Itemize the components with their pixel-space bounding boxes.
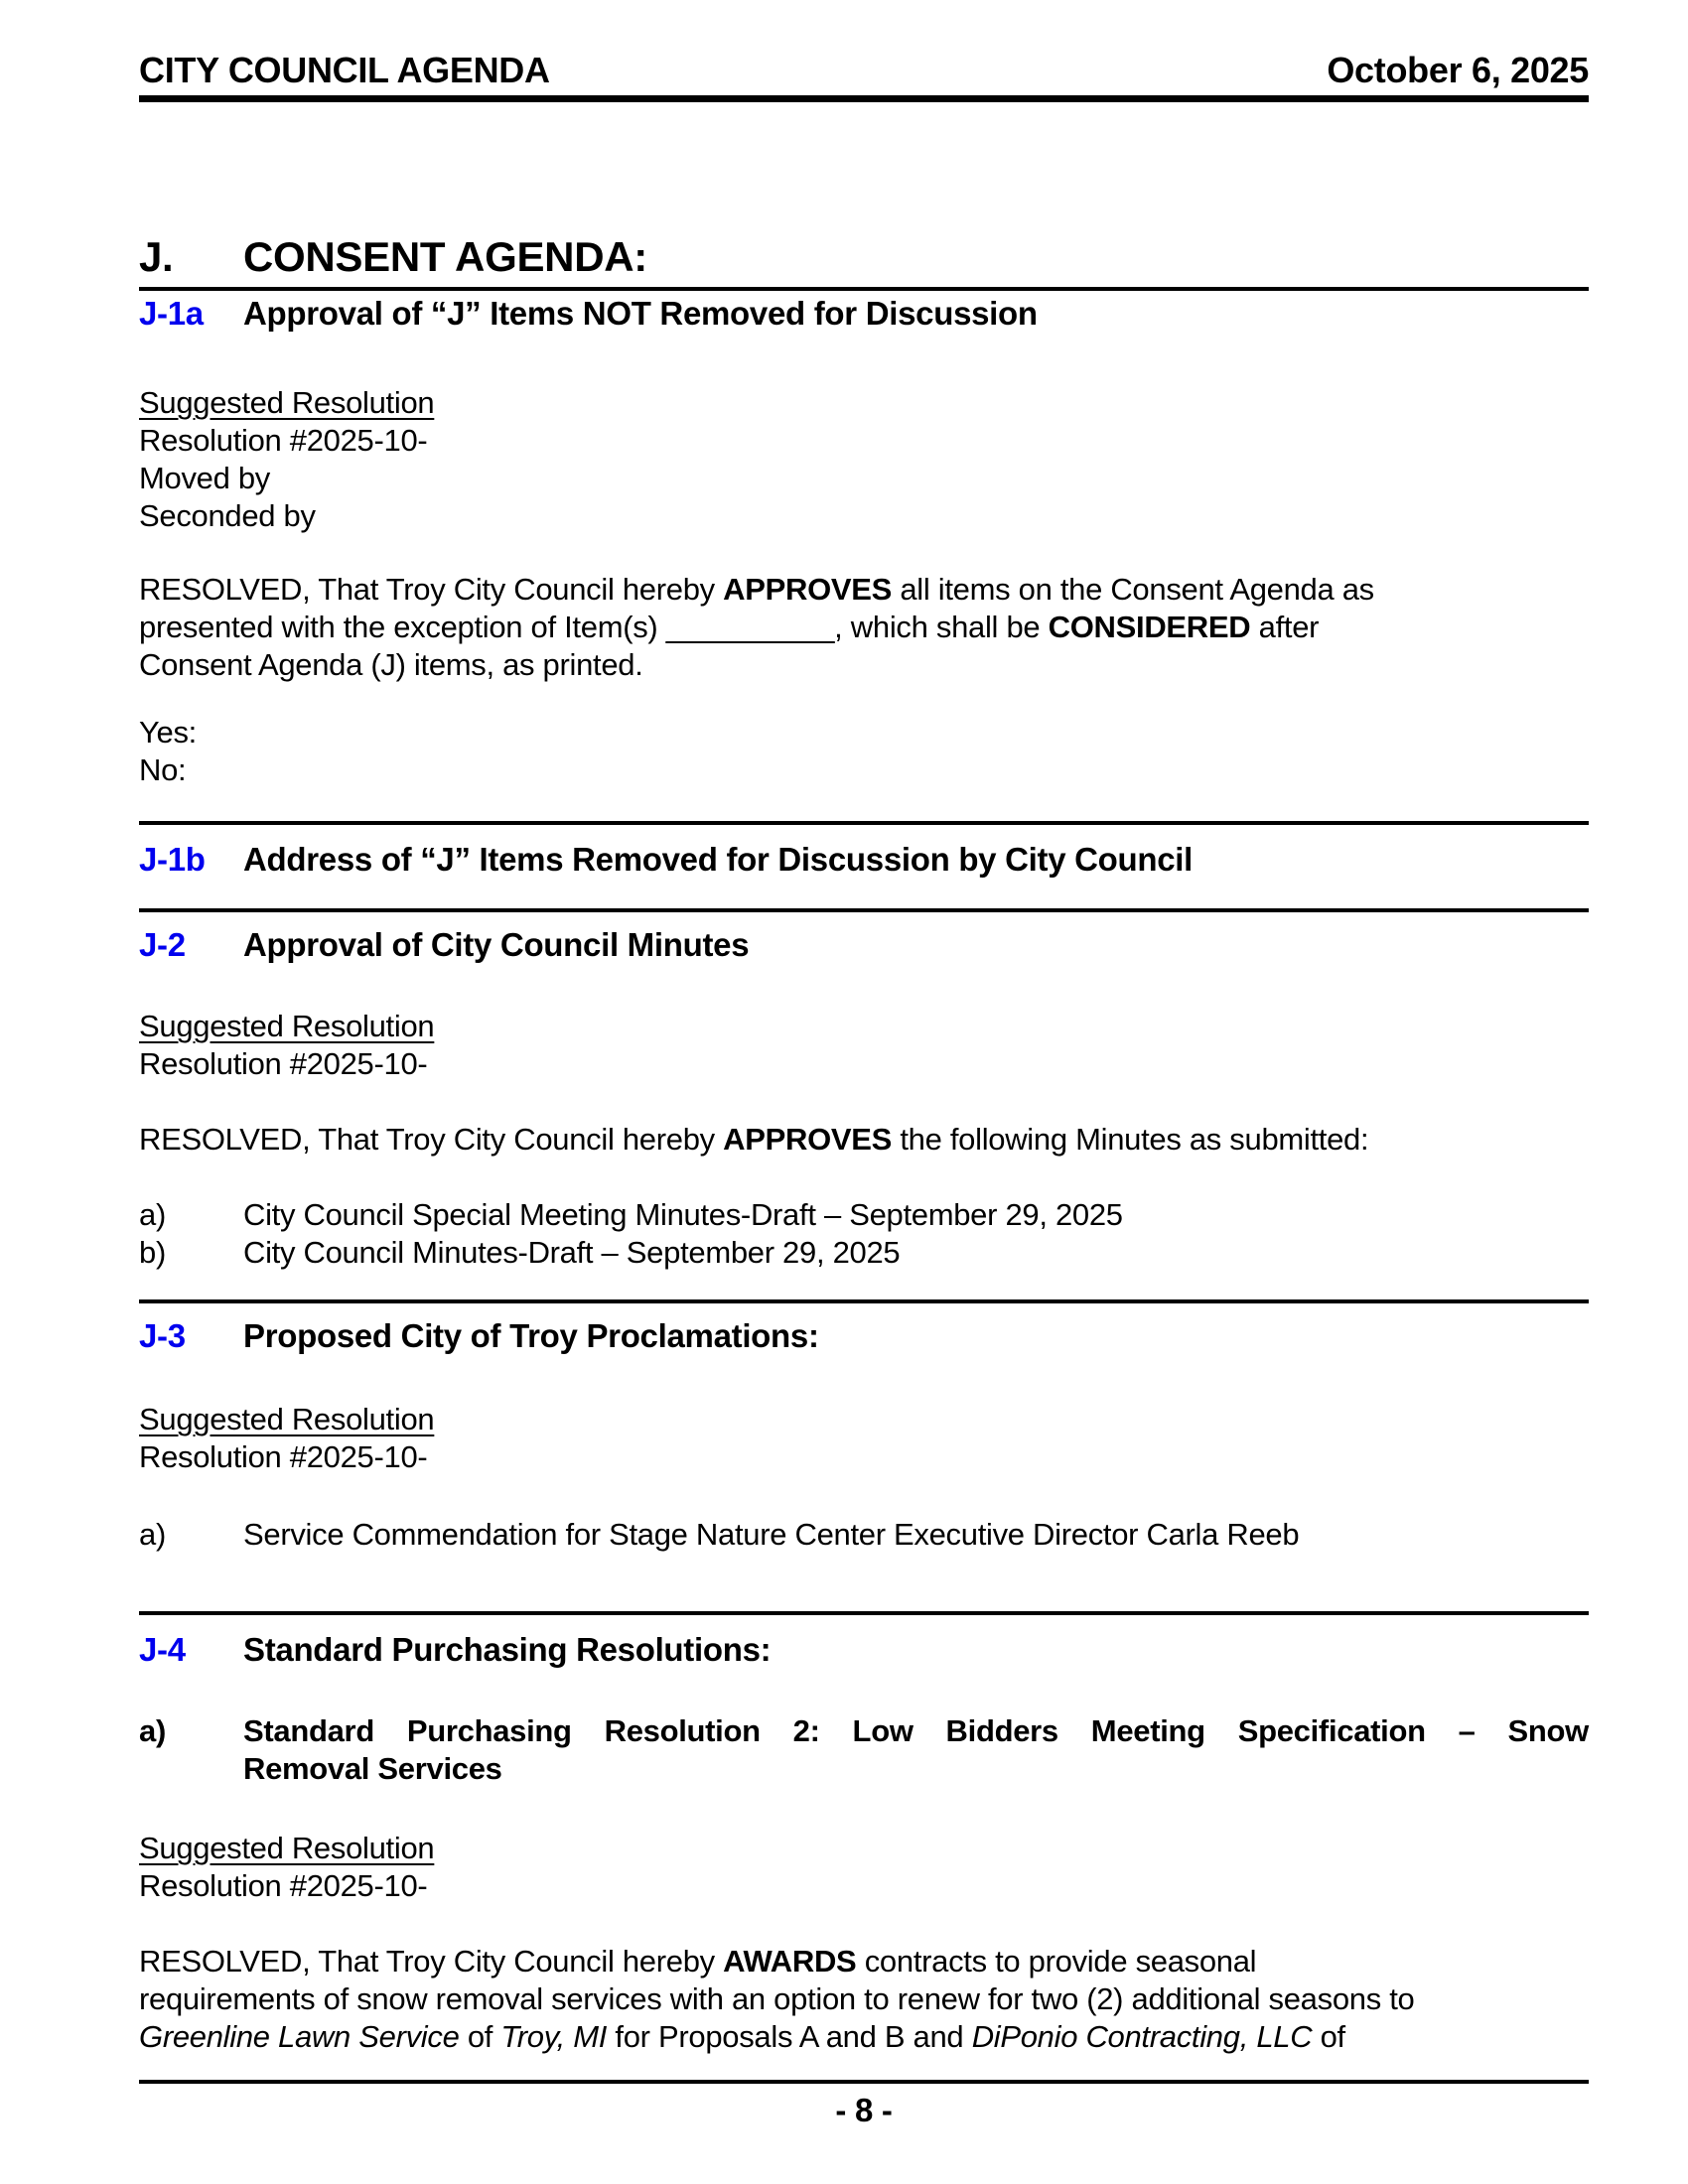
divider-above-j4 <box>139 1611 1589 1615</box>
section-title-j2: Approval of City Council Minutes <box>243 926 750 963</box>
italic-segment-diponio: DiPonio Contracting, LLC <box>971 2019 1313 2054</box>
section-heading-j1b <box>139 841 1589 879</box>
section-title-j1a: Approval of “J” Items NOT Removed for Discussion <box>243 295 1038 332</box>
purchasing-item-a-line2: Removal Services <box>243 1751 502 1786</box>
consent-agenda-heading <box>139 233 1589 281</box>
section-heading-j2 <box>139 926 1589 964</box>
page-number: - 8 - <box>835 2092 893 2128</box>
resolution-number-j1a: Resolution #2025-10- <box>139 423 428 458</box>
text-segment: RESOLVED, That Troy City Council hereby <box>139 1122 724 1157</box>
list-item-marker: a) <box>139 1517 166 1552</box>
italic-segment-troy-mi: Troy, MI <box>500 2019 608 2054</box>
section-title-j4: Standard Purchasing Resolutions: <box>243 1631 772 1668</box>
resolved-j1a-line1 <box>139 571 1589 609</box>
bold-segment-approves: APPROVES <box>723 572 893 607</box>
bold-segment-approves: APPROVES <box>723 1122 893 1157</box>
section-label-j3: J-3 <box>139 1317 186 1354</box>
page-header <box>139 50 1589 102</box>
text-segment: contracts to provide seasonal <box>856 1944 1257 1979</box>
resolved-j4-line1 <box>139 1943 1589 1980</box>
moved-by-line: Moved by <box>139 461 270 495</box>
divider-under-consent-heading <box>139 287 1589 291</box>
section-label-j4: J-4 <box>139 1631 186 1668</box>
section-label-j2: J-2 <box>139 926 186 963</box>
list-item-text: Service Commendation for Stage Nature Center Executive Director Carla Reeb <box>243 1517 1300 1552</box>
list-item <box>139 1516 1589 1554</box>
list-item-text: City Council Minutes-Draft – September 29, 2025 <box>243 1235 901 1270</box>
minutes-list <box>139 1196 1589 1272</box>
bold-segment-considered: CONSIDERED <box>1048 610 1251 644</box>
resolved-j1a-line2 <box>139 609 1589 646</box>
section-label-j1b: J-1b <box>139 841 206 878</box>
resolved-j4-line2: requirements of snow removal services with an option to renew for two (2) additional seasons to <box>139 1981 1415 2016</box>
section-heading-j1a <box>139 295 1589 333</box>
resolution-number-j3: Resolution #2025-10- <box>139 1439 428 1474</box>
section-title-j1b: Address of “J” Items Removed for Discussion by City Council <box>243 841 1194 878</box>
resolved-paragraph-j1a <box>139 571 1589 684</box>
seconded-by-line: Seconded by <box>139 498 316 533</box>
section-heading-j3 <box>139 1317 1589 1355</box>
list-item <box>139 1196 1589 1234</box>
section-title-j3: Proposed City of Troy Proclamations: <box>243 1317 819 1354</box>
document-title: CITY COUNCIL AGENDA <box>139 50 550 90</box>
resolution-number-j2: Resolution #2025-10- <box>139 1046 428 1081</box>
no-line: No: <box>139 752 187 787</box>
resolved-j1a-line3: Consent Agenda (J) items, as printed. <box>139 647 643 682</box>
document-date: October 6, 2025 <box>1327 50 1589 90</box>
text-segment: RESOLVED, That Troy City Council hereby <box>139 1944 724 1979</box>
text-segment: of <box>1312 2019 1345 2054</box>
text-segment: for Proposals A and B and <box>607 2019 972 2054</box>
suggested-resolution-label-j2: Suggested Resolution <box>139 1009 435 1043</box>
bold-segment-awards: AWARDS <box>723 1944 857 1979</box>
consent-agenda-letter: J. <box>139 233 174 280</box>
list-item-marker: b) <box>139 1235 166 1270</box>
yes-line: Yes: <box>139 715 197 750</box>
divider-above-j2 <box>139 908 1589 912</box>
divider-above-j1b <box>139 821 1589 825</box>
text-segment: of <box>459 2019 501 2054</box>
list-item-text: City Council Special Meeting Minutes-Draft – September 29, 2025 <box>243 1197 1123 1232</box>
suggested-resolution-label-j3: Suggested Resolution <box>139 1402 435 1436</box>
resolution-number-j4: Resolution #2025-10- <box>139 1868 428 1903</box>
purchasing-item-a <box>139 1712 1589 1788</box>
section-heading-j4 <box>139 1631 1589 1669</box>
divider-above-j3 <box>139 1299 1589 1303</box>
text-segment: all items on the Consent Agenda as <box>892 572 1374 607</box>
resolved-paragraph-j2 <box>139 1121 1589 1159</box>
consent-agenda-title: CONSENT AGENDA: <box>243 233 647 280</box>
text-segment: the following Minutes as submitted: <box>892 1122 1369 1157</box>
suggested-resolution-label-j4: Suggested Resolution <box>139 1831 435 1865</box>
text-segment: after <box>1250 610 1320 644</box>
list-item-marker: a) <box>139 1197 166 1232</box>
suggested-resolution-label-j1a: Suggested Resolution <box>139 385 435 420</box>
list-item-marker: a) <box>139 1713 166 1748</box>
footer-divider <box>139 2080 1589 2084</box>
resolved-paragraph-j4 <box>139 1943 1589 2056</box>
italic-segment-greenline: Greenline Lawn Service <box>139 2019 460 2054</box>
purchasing-item-a-text <box>243 1712 1589 1788</box>
list-item <box>139 1234 1589 1272</box>
section-label-j1a: J-1a <box>139 295 204 332</box>
purchasing-item-a-line1: Standard Purchasing Resolution 2: Low Bidders Meeting Specification – Snow <box>243 1713 1589 1748</box>
text-segment: presented with the exception of Item(s) __________, which shall be <box>139 610 1049 644</box>
text-segment: RESOLVED, That Troy City Council hereby <box>139 572 724 607</box>
resolved-j4-line3 <box>139 2018 1589 2056</box>
